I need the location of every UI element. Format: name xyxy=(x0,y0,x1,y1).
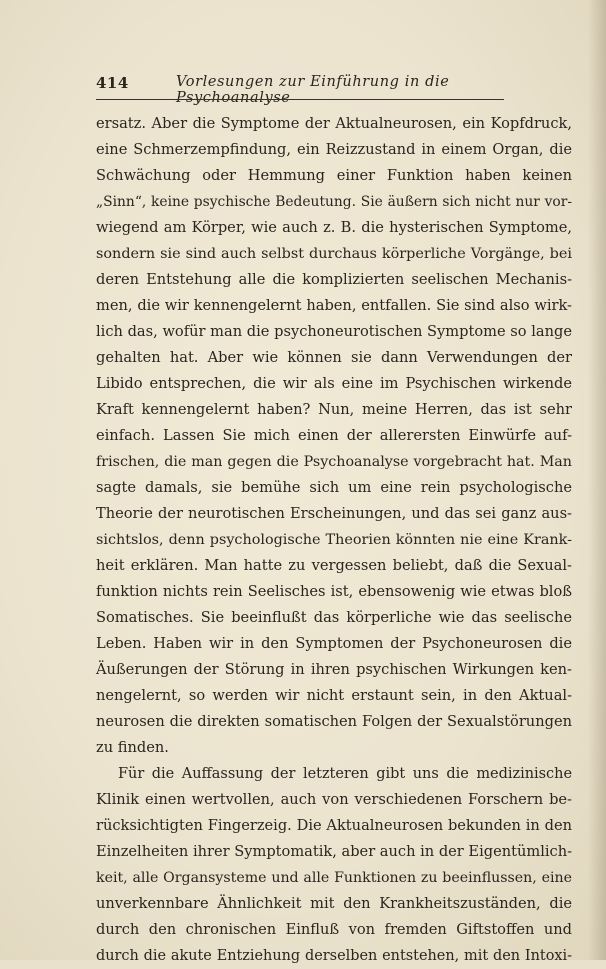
text-line: sichtslos, denn psychologische Theorien könnten nie eine Krank- xyxy=(96,532,572,548)
text-line: Somatisches. Sie beeinflußt das körperliche wie das seelische xyxy=(96,609,572,626)
text-line: Einzelheiten ihrer Symptomatik, aber auch in der Eigentümlich- xyxy=(96,843,573,860)
paragraph-2 xyxy=(96,761,572,969)
text-line: wiegend am Körper, wie auch z. B. die hysterischen Symptome, xyxy=(96,219,572,236)
text-line: keit, alle Organsysteme und alle Funktionen zu beeinflussen, eine xyxy=(96,870,572,886)
text-line: „Sinn“, keine psychische Bedeutung. Sie äußern sich nicht nur vor- xyxy=(96,194,572,210)
body-text xyxy=(96,111,572,969)
text-line: funktion nichts rein Seelisches ist, ebensowenig wie etwas bloß xyxy=(96,583,572,600)
text-line: frischen, die man gegen die Psychoanalyse vorgebracht hat. Man xyxy=(96,454,572,470)
text-line: einfach. Lassen Sie mich einen der allerersten Einwürfe auf- xyxy=(96,427,572,444)
text-line: deren Entstehung alle die komplizierten seelischen Mechanis- xyxy=(96,271,572,288)
text-line: ersatz. Aber die Symptome der Aktualneurosen, ein Kopfdruck, xyxy=(96,115,572,132)
text-line: Leben. Haben wir in den Symptomen der Psychoneurosen die xyxy=(96,635,572,652)
text-line: Für die Auffassung der letzteren gibt uns die medizinische xyxy=(118,766,572,782)
text-line: unverkennbare Ähnlichkeit mit den Krankheitszuständen, die xyxy=(96,895,572,912)
text-line: Klinik einen wertvollen, auch von verschiedenen Forschern be- xyxy=(96,791,572,808)
text-line: sagte damals, sie bemühe sich um eine rein psychologische xyxy=(96,479,572,496)
text-line: eine Schmerzempfindung, ein Reizzustand in einem Organ, die xyxy=(96,141,572,158)
text-line: men, die wir kennengelernt haben, entfallen. Sie sind also wirk- xyxy=(96,297,572,314)
text-line: Äußerungen der Störung in ihren psychischen Wirkungen ken- xyxy=(96,661,572,678)
text-line: Libido entsprechen, die wir als eine im Psychischen wirkende xyxy=(96,375,572,392)
text-line: sondern sie sind auch selbst durchaus körperliche Vorgänge, bei xyxy=(96,246,572,262)
text-line: durch den chronischen Einfluß von fremden Giftstoffen und xyxy=(96,921,572,938)
text-line: Kraft kennengelernt haben? Nun, meine Herren, das ist sehr xyxy=(96,401,572,418)
page-edge-shadow xyxy=(588,0,606,960)
text-line: nengelernt, so werden wir nicht erstaunt sein, in den Aktual- xyxy=(96,687,572,704)
running-header xyxy=(96,74,504,106)
text-line: rücksichtigten Fingerzeig. Die Aktualneurosen bekunden in den xyxy=(96,817,572,834)
text-line: durch die akute Entziehung derselben entstehen, mit den Intoxi- xyxy=(96,948,572,964)
text-line: Theorie der neurotischen Erscheinungen, und das sei ganz aus- xyxy=(96,505,572,522)
paragraph-1 xyxy=(96,111,572,761)
running-title: Vorlesungen zur Einführung in die Psychoanalyse xyxy=(176,74,450,106)
text-line: Schwächung oder Hemmung einer Funktion haben keinen xyxy=(96,167,572,184)
header-rule xyxy=(96,99,504,100)
text-line: gehalten hat. Aber wie können sie dann Verwendungen der xyxy=(96,349,572,366)
text-line: lich das, wofür man die psychoneurotischen Symptome so lange xyxy=(96,323,572,340)
page-number: 414 xyxy=(96,74,129,92)
text-line: heit erklären. Man hatte zu vergessen beliebt, daß die Sexual- xyxy=(96,557,572,574)
text-line: zu finden. xyxy=(96,739,169,756)
text-line: neurosen die direkten somatischen Folgen der Sexualstörungen xyxy=(96,713,572,730)
